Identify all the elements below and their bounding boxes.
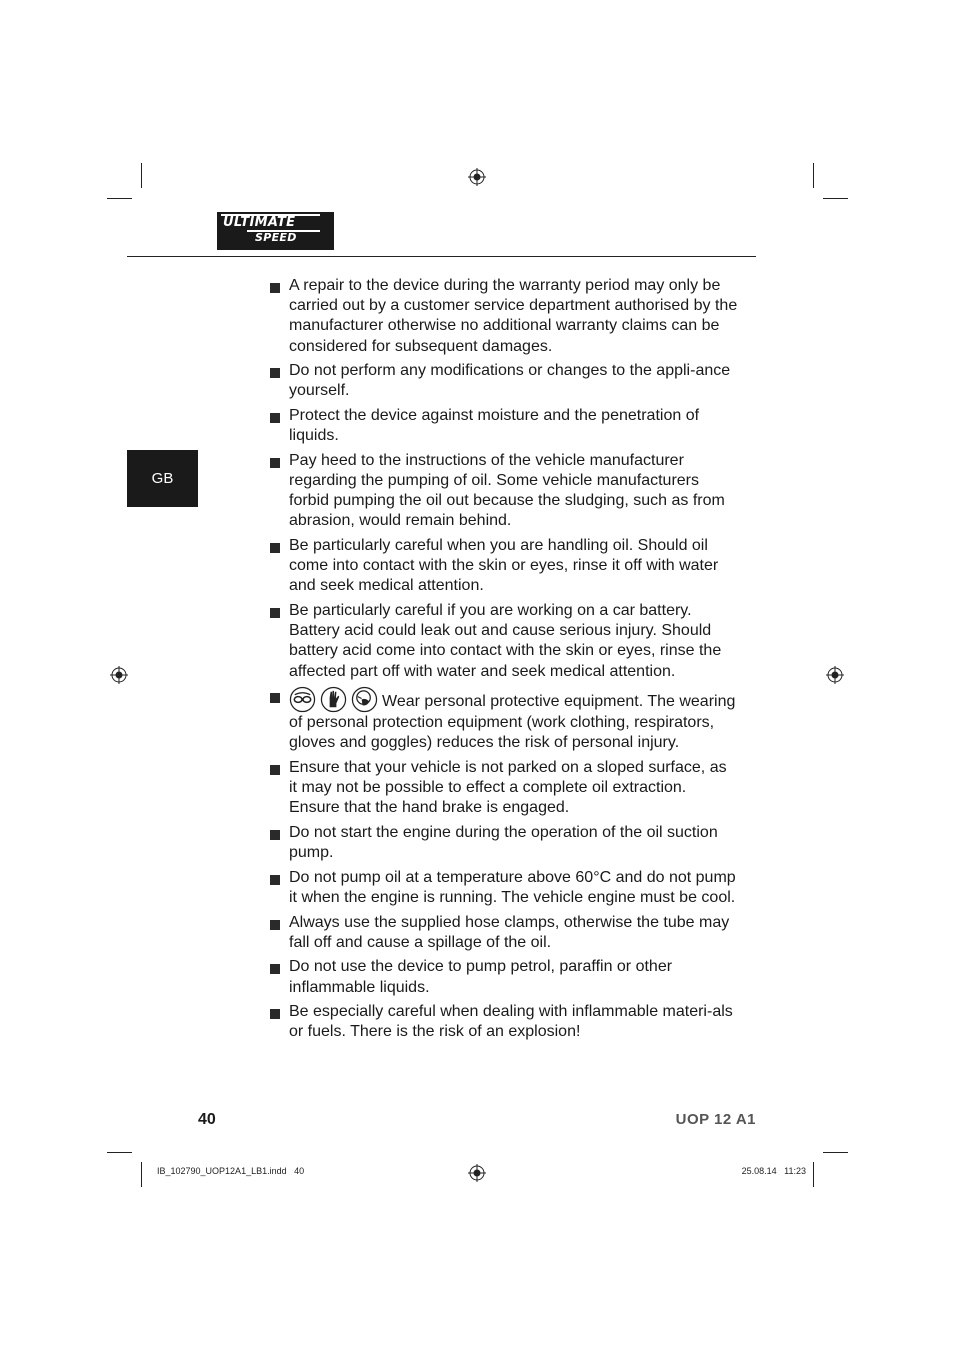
square-bullet-icon bbox=[270, 875, 280, 885]
list-item bbox=[268, 957, 738, 997]
header-rule bbox=[127, 256, 756, 257]
item-text: Protect the device against moisture and the penetration of liquids. bbox=[289, 407, 700, 445]
model-number: UOP 12 A1 bbox=[675, 1111, 756, 1128]
logo-text-ultimate: ULTIMATE bbox=[223, 215, 296, 230]
crop-mark bbox=[141, 163, 142, 188]
item-text: Be particularly careful if you are working on a car battery. Battery acid could leak out and cause serious injury. Should battery acid come into contact with the skin or eyes, rinse the affected part off with water and seek medical attention. bbox=[289, 602, 722, 680]
list-item bbox=[268, 276, 738, 357]
square-bullet-icon bbox=[270, 830, 280, 840]
list-item bbox=[268, 758, 738, 819]
list-item bbox=[268, 913, 738, 953]
safety-instructions-list bbox=[268, 276, 738, 1047]
item-text: A repair to the device during the warranty period may only be carried out by a customer service department authorised by the manufacturer otherwise no additional warranty claims can be considered for subsequent damages. bbox=[289, 277, 738, 355]
item-text: Do not use the device to pump petrol, paraffin or other inflammable liquids. bbox=[289, 958, 673, 996]
crop-mark bbox=[823, 1152, 848, 1153]
list-item bbox=[268, 406, 738, 446]
crop-mark bbox=[813, 163, 814, 188]
registration-mark-icon bbox=[110, 666, 128, 684]
crop-mark bbox=[813, 1162, 814, 1187]
goggles-icon bbox=[289, 686, 316, 713]
crop-mark bbox=[107, 1152, 132, 1153]
square-bullet-icon bbox=[270, 1009, 280, 1019]
registration-mark-icon bbox=[468, 1164, 486, 1182]
item-text: Do not start the engine during the operation of the oil suction pump. bbox=[289, 824, 718, 862]
print-file-info: IB_102790_UOP12A1_LB1.indd 40 bbox=[157, 1166, 305, 1176]
print-date-info: 25.08.14 11:23 bbox=[741, 1166, 806, 1176]
square-bullet-icon bbox=[270, 765, 280, 775]
list-item bbox=[268, 686, 738, 753]
logo-text-speed: SPEED bbox=[255, 231, 297, 244]
square-bullet-icon bbox=[270, 964, 280, 974]
square-bullet-icon bbox=[270, 608, 280, 618]
list-item bbox=[268, 601, 738, 682]
square-bullet-icon bbox=[270, 458, 280, 468]
list-item bbox=[268, 536, 738, 597]
list-item bbox=[268, 823, 738, 863]
page-number: 40 bbox=[198, 1111, 216, 1128]
square-bullet-icon bbox=[270, 920, 280, 930]
list-item bbox=[268, 1002, 738, 1042]
crop-mark bbox=[141, 1162, 142, 1187]
square-bullet-icon bbox=[270, 413, 280, 423]
language-tab: GB bbox=[127, 450, 198, 507]
list-item bbox=[268, 451, 738, 532]
registration-mark-icon bbox=[826, 666, 844, 684]
respirator-icon bbox=[351, 686, 378, 713]
gloves-icon bbox=[320, 686, 347, 713]
square-bullet-icon bbox=[270, 368, 280, 378]
item-text: Always use the supplied hose clamps, otherwise the tube may fall off and cause a spillage of the oil. bbox=[289, 913, 730, 951]
item-text: Be particularly careful when you are handling oil. Should oil come into contact with the skin or eyes, rinse it off with water and seek medical attention. bbox=[289, 537, 719, 595]
item-text: Be especially careful when dealing with inflammable materi-als or fuels. There is the risk of an explosion! bbox=[289, 1003, 733, 1041]
registration-mark-icon bbox=[468, 168, 486, 186]
list-item bbox=[268, 868, 738, 908]
square-bullet-icon bbox=[270, 693, 280, 703]
item-text: Wear personal protective equipment. The wearing of personal protection equipment (work clothing, respirators, gloves and goggles) reduces the risk of personal injury. bbox=[289, 693, 736, 752]
crop-mark bbox=[823, 198, 848, 199]
square-bullet-icon bbox=[270, 543, 280, 553]
item-text: Pay heed to the instructions of the vehicle manufacturer regarding the pumping of oil. Some vehicle manufacturers forbid pumping the oil out because the sludging, such as from abrasion, would remain behind. bbox=[289, 451, 725, 530]
item-text: Do not pump oil at a temperature above 60°C and do not pump it when the engine is running. The vehicle engine must be cool. bbox=[289, 868, 736, 906]
square-bullet-icon bbox=[270, 283, 280, 293]
list-item bbox=[268, 361, 738, 401]
brand-logo bbox=[217, 212, 334, 250]
crop-mark bbox=[107, 198, 132, 199]
ppe-icons bbox=[289, 686, 378, 713]
item-text: Do not perform any modifications or changes to the appli-ance yourself. bbox=[289, 362, 731, 400]
item-text: Ensure that your vehicle is not parked on a sloped surface, as it may not be possible to effect a complete oil extraction. Ensure that the hand brake is engaged. bbox=[289, 759, 727, 817]
